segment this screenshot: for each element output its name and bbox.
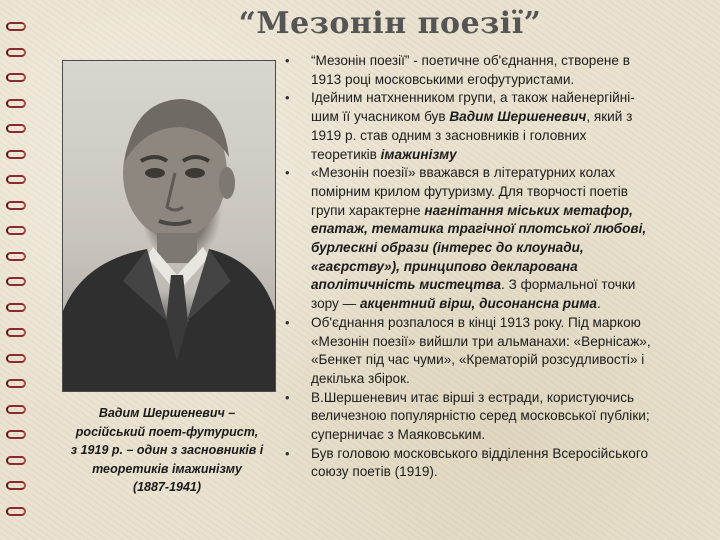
binder-ring <box>6 73 26 82</box>
text-segment: Об'єднання розпалося в кінці 1913 року. Під маркою <box>311 314 641 330</box>
emphasized-text: «гаєрству»), принципово декларована <box>311 258 578 274</box>
bullet-line <box>311 239 714 258</box>
left-eye <box>145 168 165 178</box>
binder-ring <box>6 481 26 490</box>
binder-ring <box>6 354 26 363</box>
text-segment: . З формальної точки <box>501 277 636 293</box>
bullet-item <box>282 445 714 482</box>
binder-ring <box>6 150 26 159</box>
bullet-line <box>311 89 714 108</box>
emphasized-text: бурлескні образи (інтерес до клоунади, <box>311 240 584 256</box>
binder-ring <box>6 226 26 235</box>
caption-line: (1887-1941) <box>132 480 202 494</box>
text-segment: величезною популярністю серед московської публіки; <box>311 408 650 424</box>
text-segment: «Бенкет під час чуми», «Крематорій розсудливості» і <box>311 352 645 368</box>
text-segment: зору — <box>311 296 360 312</box>
emphasized-text: акцентний вірш, дисонансна рима <box>360 296 597 312</box>
portrait-illustration <box>63 61 275 391</box>
bullet-line <box>311 445 714 464</box>
bullet-icon: • <box>285 53 290 68</box>
portrait-photo <box>62 60 276 392</box>
bullet-icon: • <box>285 389 290 405</box>
caption-line: теоретиків імажинізму <box>92 461 242 476</box>
binder-ring <box>6 124 26 133</box>
text-segment: «Мезонін поезії» вийшли три альманахи: «Вернісаж», <box>311 333 651 349</box>
text-segment: В.Шершеневич итає вірші з естради, користуючись <box>311 389 635 405</box>
text-segment: помірним крилом футуризму. Для творчості поетів <box>311 183 629 199</box>
text-segment: “Мезонін поезії” - поетичне об'єднання, створене в <box>311 53 630 68</box>
bullet-item <box>282 52 714 89</box>
bullet-item <box>282 314 714 389</box>
bullet-item <box>282 89 714 164</box>
bullet-line <box>311 351 714 370</box>
caption-line: російський поет-футурист, <box>75 424 259 439</box>
bullet-line <box>311 407 714 426</box>
right-eye <box>185 168 205 178</box>
binder-ring <box>6 22 26 31</box>
bullet-line <box>311 295 714 314</box>
bullet-line <box>311 389 714 408</box>
bullet-item <box>282 389 714 445</box>
emphasized-text: Вадим Шершеневич <box>449 109 587 125</box>
text-segment: групи характерне <box>311 202 425 218</box>
binder-ring <box>6 507 26 516</box>
text-segment: суперничає з Маяковським. <box>311 427 486 443</box>
bullet-list <box>282 52 714 482</box>
binder-ring <box>6 277 26 286</box>
bullet-line <box>311 258 714 277</box>
text-segment: шим її учасником був <box>311 109 450 125</box>
binder-ring <box>6 456 26 465</box>
text-segment: союзу поетів (1919). <box>311 464 438 480</box>
bullet-line <box>311 333 714 352</box>
bullet-line <box>311 146 714 165</box>
binder-ring <box>6 430 26 439</box>
bullet-line <box>311 108 714 127</box>
binder-ring <box>6 303 26 312</box>
caption-line: з 1919 р. – один з засновників і <box>70 443 264 457</box>
binder-ring <box>6 328 26 337</box>
slide-title: “Мезонін поезії” <box>238 6 542 41</box>
bullet-line <box>311 164 714 183</box>
text-segment: теоретиків <box>311 146 381 162</box>
bullet-line <box>311 426 714 445</box>
bullet-line <box>311 52 714 71</box>
bullet-line <box>311 71 714 90</box>
bullet-icon: • <box>285 445 290 461</box>
binder-ring <box>6 175 26 184</box>
bullet-line <box>311 183 714 202</box>
text-segment: Ідейним натхненником групи, а також найенергійні- <box>311 90 635 106</box>
binder-ring <box>6 379 26 388</box>
bullet-line <box>311 276 714 295</box>
caption-line: Вадим Шершеневич – <box>98 406 236 420</box>
text-segment: «Мезонін поезії» вважався в літературних колах <box>311 165 616 181</box>
text-segment: декілька збірок. <box>311 370 410 386</box>
bullet-line <box>311 314 714 333</box>
bullet-line <box>311 463 714 482</box>
binder-ring <box>6 201 26 210</box>
binder-ring <box>6 252 26 261</box>
bullet-line <box>311 220 714 239</box>
bullet-line <box>311 202 714 221</box>
bullet-icon: • <box>285 165 290 181</box>
binder-ring <box>6 99 26 108</box>
bullet-icon: • <box>285 314 290 330</box>
emphasized-text: аполітичність мистецтва <box>311 277 502 293</box>
text-segment: , який з <box>586 109 633 125</box>
emphasized-text: епатаж, тематика трагічної плотської любові, <box>311 221 647 237</box>
text-segment: 1913 році московськими егофутуристами. <box>311 71 575 87</box>
emphasized-text: імажинізму <box>380 146 457 162</box>
bullet-icon: • <box>285 90 290 106</box>
bullet-line <box>311 127 714 146</box>
text-segment: Був головою московського відділення Всеросійського <box>311 445 649 461</box>
photo-caption <box>50 404 284 497</box>
bullet-item <box>282 164 714 314</box>
text-segment: 1919 р. став одним з засновників і головних <box>311 127 587 143</box>
emphasized-text: нагнітання міських метафор, <box>424 202 633 218</box>
binder-ring <box>6 405 26 414</box>
binder-ring <box>6 48 26 57</box>
text-segment: . <box>596 296 601 312</box>
binder-rings <box>6 0 28 540</box>
bullet-line <box>311 370 714 389</box>
